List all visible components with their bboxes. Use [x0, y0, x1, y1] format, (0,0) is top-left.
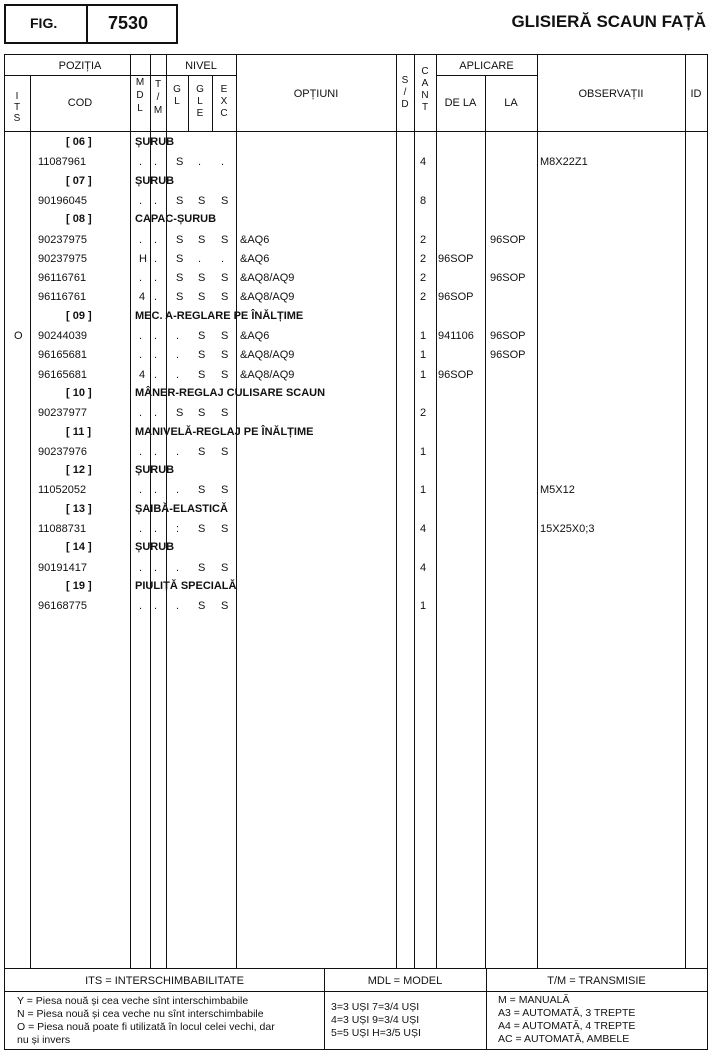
- cell-tm: .: [154, 330, 158, 342]
- cell-gle: S: [198, 484, 206, 497]
- cell-cant: 4: [420, 561, 427, 574]
- cell-tm: .: [154, 349, 158, 362]
- legend-mdl-line: 3=3 UȘI 7=3/4 UȘI: [331, 1001, 420, 1013]
- header-sd: S / D: [401, 75, 409, 110]
- cell-mdl: H: [139, 252, 147, 265]
- header-mdl: M D L: [135, 77, 145, 114]
- cell-exc: S: [221, 561, 229, 574]
- group-position: [ 06 ]: [66, 136, 92, 148]
- legend-tm-line: A3 = AUTOMATĂ, 3 TREPTE: [498, 1007, 636, 1019]
- cell-optiuni: &AQ8/AQ9: [240, 291, 295, 304]
- cell-gl: .: [176, 484, 180, 497]
- group-position: [ 07 ]: [66, 174, 92, 187]
- header-bottom-line: [5, 131, 707, 132]
- cell-cant: 1: [420, 368, 427, 381]
- header-subline-nivel: [160, 75, 236, 76]
- header-pozitia: POZIȚIA: [58, 60, 102, 72]
- header-cod: COD: [67, 97, 93, 109]
- cell-cant: 2: [420, 252, 427, 265]
- cell-tm: .: [154, 561, 158, 574]
- cell-exc: S: [221, 291, 229, 304]
- group-name: MEC. A-REGLARE PE ÎNĂLȚIME: [135, 309, 304, 322]
- legend-its-line: Y = Piesa nouă și cea veche sînt interschimbabile: [17, 995, 249, 1007]
- cell-cod: 96116761: [38, 291, 87, 304]
- group-name: CAPAC-ȘURUB: [135, 213, 217, 226]
- col-line-obs: [685, 55, 686, 968]
- cell-cant: 1: [420, 349, 427, 362]
- cell-mdl: .: [139, 484, 143, 497]
- cell-optiuni: &AQ6: [240, 252, 270, 265]
- cell-cod: 90196045: [38, 194, 87, 207]
- cell-cod: 11087961: [38, 156, 87, 169]
- group-name: ȘURUB: [135, 541, 175, 554]
- header-its: I T S: [13, 91, 21, 124]
- cell-exc: S: [221, 272, 229, 285]
- parts-table: [4, 54, 708, 1050]
- cell-cant: 4: [420, 523, 427, 535]
- legend-mdl-line: 5=5 UȘI H=3/5 UȘI: [331, 1027, 421, 1039]
- cell-tm: .: [154, 252, 158, 265]
- legend-its-title: ITS = INTERSCHIMBABILITATE: [85, 975, 244, 987]
- group-position: [ 14 ]: [66, 541, 92, 554]
- cell-gle: S: [198, 291, 206, 304]
- cell-exc: S: [221, 445, 229, 458]
- cell-de-la: 941106: [438, 330, 474, 342]
- legend-its-line: N = Piesa nouă și cea veche nu sînt interschimbabile: [17, 1008, 264, 1020]
- cell-exc: S: [221, 233, 229, 246]
- cell-mdl: .: [139, 233, 143, 246]
- legend-tm-line: AC = AUTOMATĂ, AMBELE: [498, 1033, 630, 1045]
- col-line-its: [30, 76, 31, 968]
- cell-de-la: 96SOP: [438, 368, 474, 381]
- legend-tm-line: M = MANUALĂ: [498, 994, 570, 1006]
- cell-its: O: [14, 330, 23, 342]
- cell-cod: 90237975: [38, 252, 87, 265]
- group-name: ȘURUB: [135, 174, 175, 187]
- fig-label: FIG.: [30, 15, 58, 31]
- cell-cod: 96165681: [38, 349, 87, 362]
- cell-cod: 96116761: [38, 272, 87, 285]
- group-position: [ 10 ]: [66, 386, 92, 399]
- cell-exc: S: [221, 330, 229, 342]
- cell-observatii: M5X12: [540, 484, 575, 497]
- cell-cod: 11052052: [38, 484, 87, 497]
- col-line-optiuni: [396, 55, 397, 968]
- group-position: [ 12 ]: [66, 464, 92, 477]
- col-line-nivel: [236, 55, 237, 968]
- group-position: [ 19 ]: [66, 579, 92, 592]
- cell-gl: S: [176, 156, 184, 169]
- fig-number: 7530: [108, 13, 149, 33]
- group-name: MÂNER-REGLAJ CULISARE SCAUN: [135, 386, 326, 399]
- group-position: [ 11 ]: [66, 425, 92, 438]
- cell-tm: .: [154, 484, 158, 497]
- header-nivel: NIVEL: [185, 60, 217, 72]
- cell-exc: S: [221, 484, 229, 497]
- cell-cant: 4: [420, 156, 427, 169]
- group-name: ȘURUB: [135, 464, 175, 477]
- cell-gle: S: [198, 349, 206, 362]
- cell-exc: S: [221, 523, 229, 535]
- cell-mdl: .: [139, 156, 143, 169]
- legend-top-line: [5, 968, 707, 969]
- cell-de-la: 96SOP: [438, 252, 474, 265]
- cell-mdl: .: [139, 523, 143, 535]
- cell-la: 96SOP: [490, 330, 526, 342]
- cell-mdl: .: [139, 349, 143, 362]
- header-observatii: OBSERVAȚII: [578, 88, 644, 100]
- group-position: [ 08 ]: [66, 213, 92, 226]
- legend-its-line: nu și invers: [17, 1034, 71, 1046]
- cell-tm: .: [154, 272, 158, 285]
- legend-tm-line: A4 = AUTOMATĂ, 4 TREPTE: [498, 1020, 636, 1032]
- cell-exc: S: [221, 349, 229, 362]
- cell-exc: S: [221, 600, 229, 613]
- header-optiuni: OPȚIUNI: [293, 88, 339, 100]
- cell-gl: .: [176, 349, 180, 362]
- cell-mdl: .: [139, 600, 143, 613]
- cell-exc: .: [221, 252, 225, 265]
- header-tm: T / M: [153, 79, 163, 116]
- page-title: GLISIERĂ SCAUN FAȚĂ: [511, 12, 706, 31]
- cell-gl: S: [176, 252, 184, 265]
- group-name: MANIVELĂ-REGLAJ PE ÎNĂLȚIME: [135, 425, 314, 438]
- cell-gle: .: [198, 252, 202, 265]
- cell-cant: 2: [420, 291, 427, 304]
- cell-exc: S: [221, 407, 229, 420]
- fig-divider: [86, 5, 88, 43]
- cell-cant: 2: [420, 233, 427, 246]
- cell-cod: 96165681: [38, 368, 87, 381]
- cell-la: 96SOP: [490, 349, 526, 362]
- cell-mdl: .: [139, 272, 143, 285]
- cell-cant: 2: [420, 272, 427, 285]
- cell-exc: S: [221, 368, 229, 381]
- cell-gl: .: [176, 368, 180, 381]
- cell-optiuni: &AQ8/AQ9: [240, 368, 295, 381]
- legend-its-line: O = Piesa nouă poate fi utilizată în locul celei vechi, dar: [17, 1021, 275, 1033]
- cell-optiuni: &AQ6: [240, 330, 270, 342]
- col-line-sd: [414, 55, 415, 968]
- cell-gl: S: [176, 272, 184, 285]
- cell-mdl: .: [139, 445, 143, 458]
- cell-cant: 8: [420, 194, 427, 207]
- header-subline-aplicare: [437, 75, 537, 76]
- group-name: ȘAIBĂ-ELASTICĂ: [135, 502, 228, 515]
- cell-mdl: 4: [139, 368, 146, 381]
- cell-tm: .: [154, 445, 158, 458]
- legend-title-line: [5, 991, 707, 992]
- col-line-cod: [130, 55, 131, 968]
- header-cant: C A N T: [421, 66, 429, 113]
- header-aplicare: APLICARE: [459, 60, 514, 72]
- col-line-gl: [188, 76, 189, 131]
- header-gl: G L: [173, 84, 181, 107]
- cell-exc: .: [221, 156, 225, 169]
- cell-cant: 1: [420, 445, 427, 458]
- cell-gl: S: [176, 291, 184, 304]
- cell-gle: S: [198, 194, 206, 207]
- header-gle: G L E: [196, 84, 204, 119]
- cell-tm: .: [154, 407, 158, 420]
- cell-gle: S: [198, 368, 206, 381]
- legend-tm-title: T/M = TRANSMISIE: [547, 975, 646, 987]
- cell-tm: .: [154, 233, 158, 246]
- cell-gl: S: [176, 233, 184, 246]
- cell-cant: 1: [420, 484, 427, 497]
- group-position: [ 09 ]: [66, 309, 92, 322]
- cell-tm: .: [154, 156, 158, 169]
- group-position: [ 13 ]: [66, 502, 92, 515]
- legend-mdl-title: MDL = MODEL: [367, 975, 443, 987]
- cell-gl: S: [176, 194, 184, 207]
- cell-la: 96SOP: [490, 272, 526, 285]
- cell-mdl: 4: [139, 291, 146, 304]
- cell-la: 96SOP: [490, 233, 526, 246]
- cell-gl: .: [176, 445, 180, 458]
- cell-gle: S: [198, 445, 206, 458]
- cell-gle: S: [198, 272, 206, 285]
- cell-mdl: .: [139, 330, 143, 342]
- cell-cant: 1: [420, 330, 427, 342]
- cell-cod: 90237976: [38, 445, 87, 458]
- cell-gle: S: [198, 407, 206, 420]
- cell-optiuni: &AQ6: [240, 233, 270, 246]
- cell-mdl: .: [139, 194, 143, 207]
- cell-gle: S: [198, 523, 206, 535]
- cell-optiuni: &AQ8/AQ9: [240, 272, 295, 285]
- cell-cant: 2: [420, 407, 427, 420]
- cell-cod: 11088731: [38, 523, 87, 535]
- cell-mdl: .: [139, 561, 143, 574]
- col-line-la: [537, 55, 538, 968]
- cell-exc: S: [221, 194, 229, 207]
- cell-mdl: .: [139, 407, 143, 420]
- cell-optiuni: &AQ8/AQ9: [240, 349, 295, 362]
- cell-cant: 1: [420, 600, 427, 613]
- group-name: PIULIȚĂ SPECIALĂ: [135, 579, 237, 592]
- cell-gl: .: [176, 330, 180, 342]
- cell-cod: 90237975: [38, 233, 87, 246]
- cell-de-la: 96SOP: [438, 291, 474, 304]
- cell-tm: .: [154, 368, 158, 381]
- cell-observatii: M8X22Z1: [540, 156, 588, 169]
- cell-observatii: 15X25X0;3: [540, 523, 595, 535]
- col-line-dela: [485, 76, 486, 968]
- cell-gl: :: [176, 523, 180, 535]
- cell-tm: .: [154, 600, 158, 613]
- header-la: LA: [504, 97, 518, 109]
- header-exc: E X C: [220, 84, 228, 119]
- cell-gl: .: [176, 600, 180, 613]
- cell-gle: S: [198, 233, 206, 246]
- cell-tm: .: [154, 194, 158, 207]
- cell-gle: .: [198, 156, 202, 169]
- cell-cod: 96168775: [38, 600, 87, 613]
- cell-tm: .: [154, 291, 158, 304]
- cell-cod: 90191417: [38, 561, 87, 574]
- header-id: ID: [690, 88, 702, 100]
- cell-cod: 90237977: [38, 407, 87, 420]
- col-line-gle: [212, 76, 213, 131]
- cell-gl: .: [176, 561, 180, 574]
- cell-tm: .: [154, 523, 158, 535]
- cell-gle: S: [198, 561, 206, 574]
- group-name: ȘURUB: [135, 136, 175, 148]
- cell-gle: S: [198, 330, 206, 342]
- cell-cod: 90244039: [38, 330, 87, 342]
- header-de-la: DE LA: [444, 97, 477, 109]
- cell-gl: S: [176, 407, 184, 420]
- cell-gle: S: [198, 600, 206, 613]
- col-line-cant: [436, 55, 437, 968]
- legend-mdl-line: 4=3 UȘI 9=3/4 UȘI: [331, 1014, 420, 1026]
